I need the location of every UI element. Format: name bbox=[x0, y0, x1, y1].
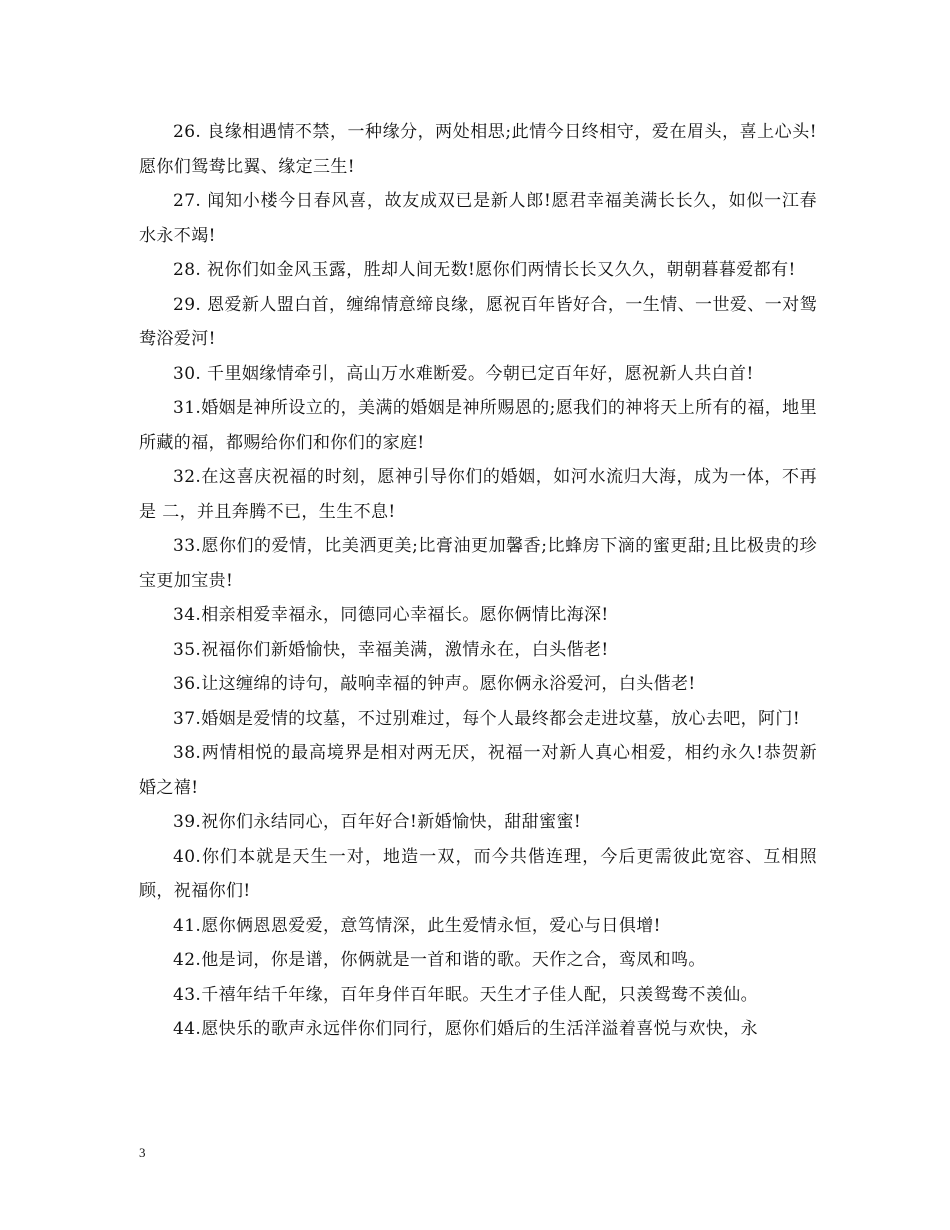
paragraph-43: 43.千禧年结千年缘，百年身伴百年眠。天生才子佳人配，只羡鸳鸯不羡仙。 bbox=[173, 984, 759, 1005]
paragraph-38: 38.两情相悦的最高境界是相对两无厌，祝福一对新人真心相爱，相约永久!恭贺新婚之禧! bbox=[139, 743, 817, 798]
paragraph-29: 29. 恩爱新人盟白首，缠绵情意缔良缘，愿祝百年皆好合，一生情、一世爱、一对鸳鸯浴爱河! bbox=[139, 294, 817, 349]
paragraph-39: 39.祝你们永结同心，百年好合!新婚愉快，甜甜蜜蜜! bbox=[173, 812, 582, 832]
paragraph-33: 33.愿你们的爱情，比美洒更美;比膏油更加馨香;比蜂房下滴的蜜更甜;且比极贵的珍宝更加宝贵! bbox=[139, 536, 817, 591]
paragraph-42: 42.他是词，你是谱，你俩就是一首和谐的歌。天作之合，鸾凤和鸣。 bbox=[173, 950, 706, 970]
paragraph-27: 27. 闻知小楼今日春风喜，故友成双已是新人郎!愿君幸福美满长长久，如似一江春水永不竭! bbox=[139, 191, 817, 246]
paragraph-36: 36.让这缠绵的诗句，敲响幸福的钟声。愿你俩永浴爱河，白头偕老! bbox=[173, 674, 696, 694]
paragraph-26: 26. 良缘相遇情不禁，一种缘分，两处相思;此情今日终相守，爱在眉头，喜上心头!愿你们鸳鸯比翼、缘定三生! bbox=[139, 122, 817, 177]
paragraph-34: 34.相亲相爱幸福永，同德同心幸福长。愿你俩情比海深! bbox=[173, 605, 609, 625]
paragraph-31: 31.婚姻是神所设立的，美满的婚姻是神所赐恩的;愿我们的神将天上所有的福，地里所藏的福，都赐给你们和你们的家庭! bbox=[139, 398, 817, 453]
paragraph-37: 37.婚姻是爱情的坟墓，不过别难过，每个人最终都会走进坟墓，放心去吧，阿门! bbox=[173, 708, 801, 729]
page-number: 3 bbox=[139, 1145, 146, 1160]
paragraph-28: 28. 祝你们如金风玉露，胜却人间无数!愿你们两情长长又久久，朝朝暮暮爱都有! bbox=[173, 260, 796, 280]
paragraph-35: 35.祝福你们新婚愉快，幸福美满，激情永在，白头偕老! bbox=[173, 639, 609, 660]
paragraph-32: 32.在这喜庆祝福的时刻，愿神引导你们的婚姻，如河水流归大海，成为一体，不再是 二，并且奔腾不已，生生不息! bbox=[139, 467, 817, 522]
paragraph-41: 41.愿你俩恩恩爱爱，意笃情深，此生爱情永恒，爱心与日俱增! bbox=[173, 915, 661, 936]
paragraph-40: 40.你们本就是天生一对，地造一双，而今共偕连理，今后更需彼此宽容、互相照顾，祝福你们! bbox=[139, 846, 817, 901]
paragraph-44: 44.愿快乐的歌声永远伴你们同行，愿你们婚后的生活洋溢着喜悦与欢快，永 bbox=[173, 1019, 759, 1039]
paragraph-30: 30. 千里姻缘情牵引，高山万水难断爱。今朝已定百年好，愿祝新人共白首! bbox=[173, 363, 754, 384]
document-body bbox=[139, 115, 817, 1047]
